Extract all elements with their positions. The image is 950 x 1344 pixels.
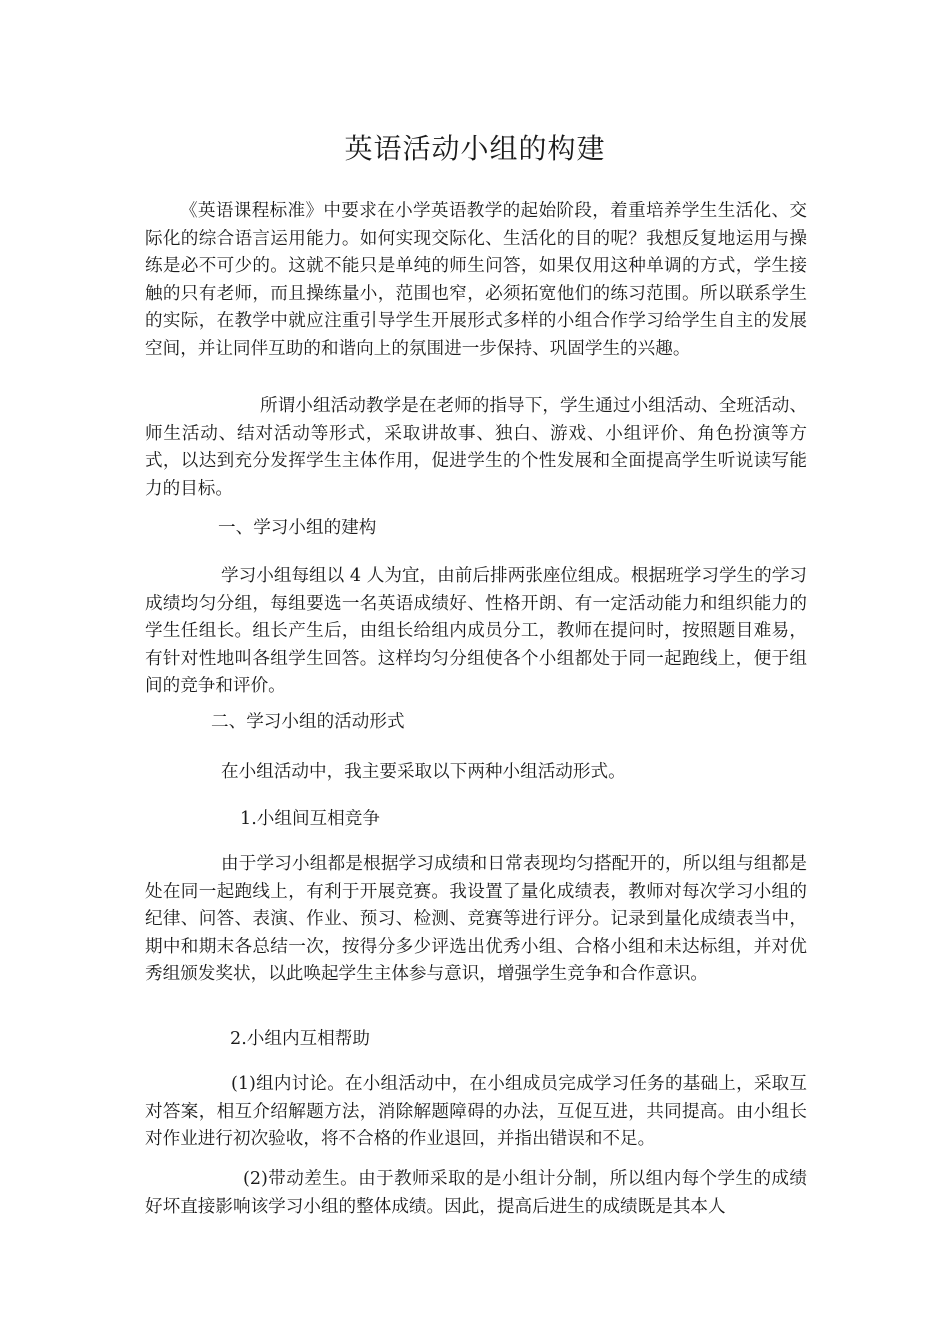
subsection-heading-1: 1.小组间互相竞争 (240, 809, 380, 829)
document-title: 英语活动小组的构建 (344, 132, 606, 165)
subsection-heading-2: 2.小组内互相帮助 (230, 1029, 370, 1049)
paragraph-definition: 所谓小组活动教学是在老师的指导下，学生通过小组活动、全班活动、师生活动、结对活动等形式，采取讲故事、独白、游戏、小组评价、角色扮演等方式，以达到充分发挥学生主体作用，促进学生的个性发展和全面提高学生听说读写能力的目标。 (145, 396, 807, 499)
paragraph-help-weaker: (2)带动差生。由于教师采取的是小组计分制，所以组内每个学生的成绩好坏直接影响该学习小组的整体成绩。因此，提高后进生的成绩既是其本人 (145, 1169, 807, 1217)
paragraph-intro: 《英语课程标准》中要求在小学英语教学的起始阶段，着重培养学生生活化、交际化的综合语言运用能力。如何实现交际化、生活化的目的呢？我想反复地运用与操练是必不可少的。这就不能只是单纯的师生问答，如果仅用这种单调的方式，学生接触的只有老师，而且操练量小，范围也窄，必须拓宽他们的练习范围。所以联系学生的实际，在教学中就应注重引导学生开展形式多样的小组合作学习给学生自主的发展空间，并让同伴互助的和谐向上的氛围进一步保持、巩固学生的兴趣。 (145, 201, 807, 359)
paragraph-group-structure: 学习小组每组以 4 人为宜，由前后排两张座位组成。根据班学习学生的学习成绩均匀分组，每组要选一名英语成绩好、性格开朗、有一定活动能力和组织能力的学生任组长。组长产生后，由组长给组内成员分工，教师在提问时，按照题目难易，有针对性地叫各组学生回答。这样均匀分组使各个小组都处于同一起跑线上，便于组间的竞争和评价。 (145, 566, 807, 697)
paragraph-group-discussion: (1)组内讨论。在小组活动中，在小组成员完成学习任务的基础上，采取互对答案，相互介绍解题方法，消除解题障碍的办法，互促互进，共同提高。由小组长对作业进行初次验收，将不合格的作业退回，并指出错误和不足。 (145, 1074, 807, 1150)
paragraph-competition: 由于学习小组都是根据学习成绩和日常表现均匀搭配开的，所以组与组都是处在同一起跑线上，有利于开展竞赛。我设置了量化成绩表，教师对每次学习小组的纪律、问答、表演、作业、预习、检测、竞赛等进行评分。记录到量化成绩表当中，期中和期末各总结一次，按得分多少评选出优秀小组、合格小组和未达标组，并对优秀组颁发奖状，以此唤起学生主体参与意识，增强学生竞争和合作意识。 (145, 854, 807, 985)
section-heading-1: 一、学习小组的建构 (218, 518, 377, 538)
section-heading-2: 二、学习小组的活动形式 (211, 712, 405, 732)
paragraph-activity-forms: 在小组活动中，我主要采取以下两种小组活动形式。 (221, 762, 626, 782)
